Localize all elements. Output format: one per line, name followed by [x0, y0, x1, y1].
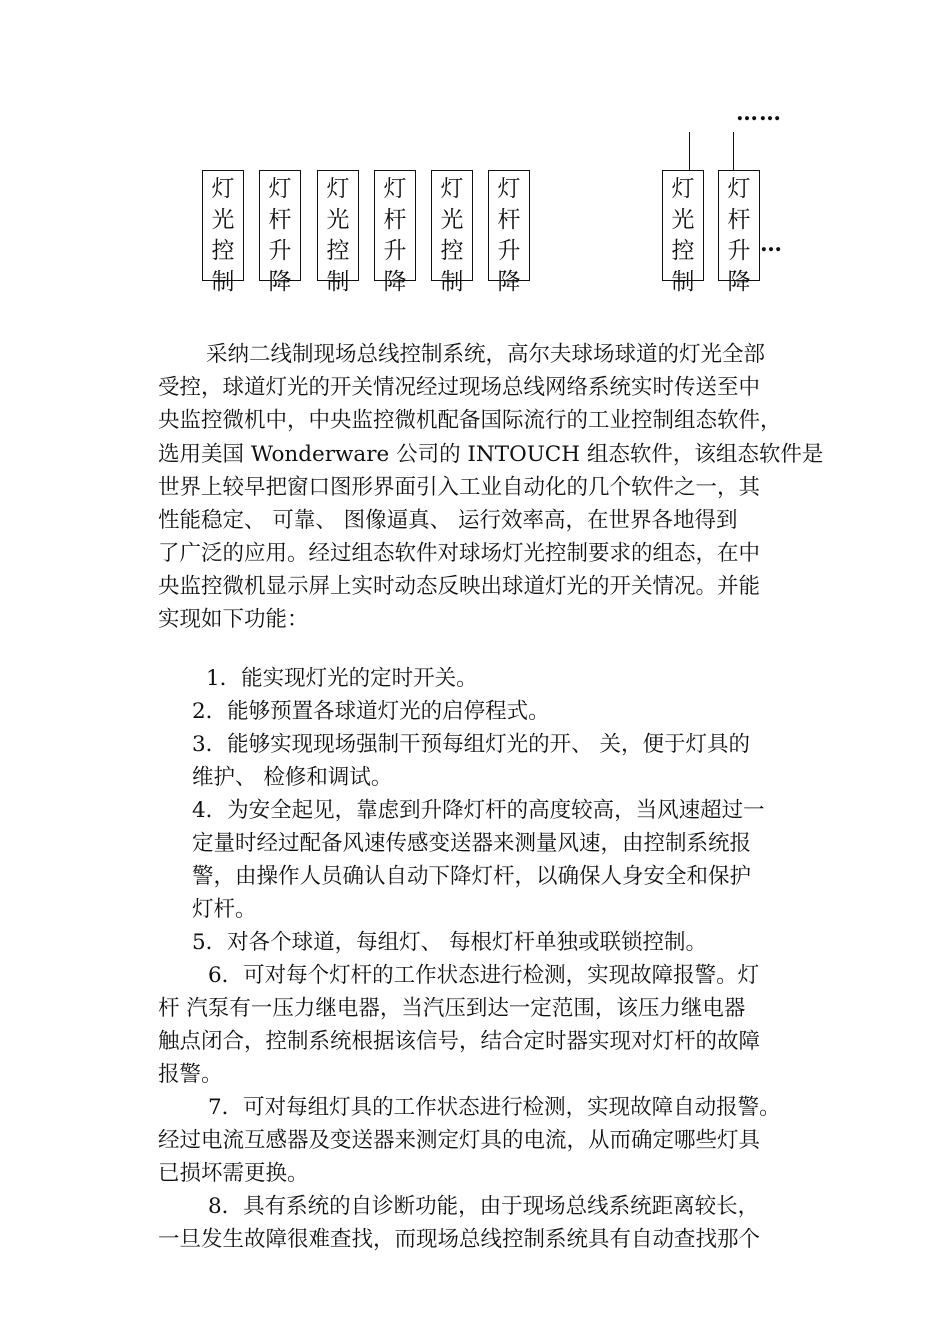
box-char: 灯 [211, 176, 235, 202]
paragraph-line: 央监控微机显示屏上实时动态反映出球道灯光的开关情况。并能 [158, 574, 761, 599]
list-item-3: 3．能够实现现场强制干预每组灯光的开、 关，便于灯具的 [192, 732, 751, 757]
list-item-8: 8．具有系统的自诊断功能，由于现场总线系统距离较长， [208, 1194, 760, 1219]
list-item-4: 4．为安全起见，靠虑到升降灯杆的高度较高，当风速超过一 [192, 798, 765, 823]
box-char: 升 [268, 238, 292, 264]
box-char: 降 [383, 269, 407, 295]
box-char: 灯 [671, 176, 695, 202]
body-text [158, 0, 824, 1344]
box-char: 灯 [497, 176, 521, 202]
box-char: 灯 [440, 176, 464, 202]
box-char: 降 [268, 269, 292, 295]
box-char: 制 [671, 269, 695, 295]
list-item-7-cont: 已损坏需更换。 [158, 1161, 309, 1186]
top-ellipsis: …… [736, 100, 782, 126]
paragraph-line: 性能稳定、 可靠、 图像逼真、 运行效率高，在世界各地得到 [158, 508, 738, 533]
paragraph-line: 受控，球道灯光的开关情况经过现场总线网络系统实时传送至中 [158, 375, 761, 400]
box-char: 控 [211, 238, 235, 264]
box-char: 光 [440, 207, 464, 233]
box-char: 制 [326, 269, 350, 295]
box-char: 灯 [268, 176, 292, 202]
list-item-4-cont: 定量时经过配备风速传感变送器来测量风速，由控制系统报 [192, 831, 752, 856]
paragraph-line: 世界上较早把窗口图形界面引入工业自动化的几个软件之一，其 [158, 475, 761, 500]
box-char: 光 [326, 207, 350, 233]
paragraph-line: 选用美国 Wonderware 公司的 INTOUCH 组态软件，该组态软件是 [158, 442, 824, 467]
side-ellipsis: … [760, 231, 783, 257]
box-char: 制 [440, 269, 464, 295]
paragraph-line: 采纳二线制现场总线控制系统，高尔夫球场球道的灯光全部 [206, 342, 766, 367]
paragraph-line: 实现如下功能： [158, 607, 309, 632]
list-item-4-cont: 灯杆。 [192, 897, 257, 922]
list-item-6-cont: 杆 汽泵有一压力继电器，当汽压到达一定范围，该压力继电器 [158, 996, 746, 1021]
box-char: 控 [326, 238, 350, 264]
box-char: 灯 [383, 176, 407, 202]
box-char: 杆 [497, 207, 521, 233]
list-item-7: 7．可对每组灯具的工作状态进行检测，实现故障自动报警。 [208, 1095, 781, 1120]
box-char: 降 [727, 269, 751, 295]
box-char: 控 [671, 238, 695, 264]
box-char: 控 [440, 238, 464, 264]
box-char: 杆 [268, 207, 292, 233]
box-char: 灯 [326, 176, 350, 202]
paragraph-line: 央监控微机中，中央监控微机配备国际流行的工业控制组态软件， [158, 408, 782, 433]
box-char: 光 [211, 207, 235, 233]
box-char: 升 [497, 238, 521, 264]
box-char: 灯 [727, 176, 751, 202]
list-item-6: 6．可对每个灯杆的工作状态进行检测，实现故障报警。灯 [208, 963, 760, 988]
list-item-5: 5．对各个球道，每组灯、 每根灯杆单独或联锁控制。 [192, 930, 708, 955]
paragraph-line: 了广泛的应用。经过组态软件对球场灯光控制要求的组态，在中 [158, 541, 761, 566]
list-item-2: 2．能够预置各球道灯光的启停程式。 [192, 699, 550, 724]
box-char: 杆 [727, 207, 751, 233]
list-item-6-cont: 报警。 [158, 1062, 223, 1087]
box-char: 制 [211, 269, 235, 295]
list-item-4-cont: 警，由操作人员确认自动下降灯杆，以确保人身安全和保护 [192, 864, 752, 889]
list-item-6-cont: 触点闭合，控制系统根据该信号，结合定时器实现对灯杆的故障 [158, 1029, 761, 1054]
box-char: 升 [383, 238, 407, 264]
list-item-3-cont: 维护、 检修和调试。 [192, 765, 393, 790]
box-char: 升 [727, 238, 751, 264]
list-item-1: 1．能实现灯光的定时开关。 [206, 666, 478, 691]
list-item-7-cont: 经过电流互感器及变送器来测定灯具的电流，从而确定哪些灯具 [158, 1128, 761, 1153]
box-char: 降 [497, 269, 521, 295]
box-char: 光 [671, 207, 695, 233]
list-item-8-cont: 一旦发生故障很难查找，而现场总线控制系统具有自动查找那个 [158, 1227, 761, 1252]
box-char: 杆 [383, 207, 407, 233]
